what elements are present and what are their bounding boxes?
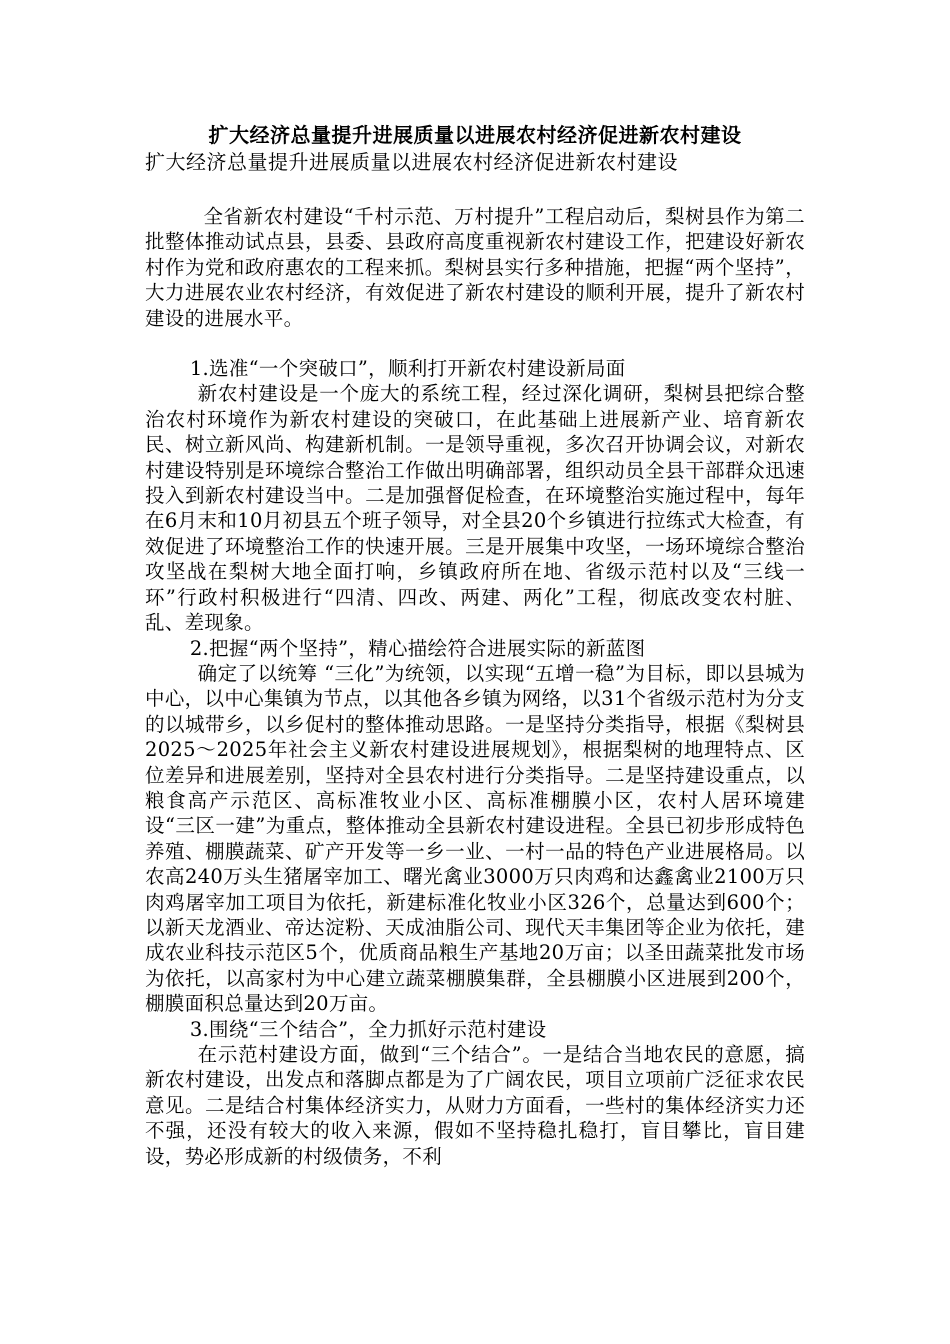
section-3-heading: 3.围绕“三个结合”，全力抓好示范村建设 bbox=[189, 1017, 547, 1041]
section-1-body: 新农村建设是一个庞大的系统工程，经过深化调研，梨树县把综合整治农村环境作为新农村建设的突破口，在此基础上进展新产业、培育新农民、树立新风尚、构建新机制。一是领导重视，多次召开协调会议，对新农村建设特别是环境综合整治工作做出明确部署，组织动员全县干部群众迅速投入到新农村建设当中。二是加强督促检查，在环境整治实施过程中，每年在6月末和10月初县五个班子领导，对全县20个乡镇进行拉练式大检查，有效促进了环境整治工作的快速开展。三是开展集中攻坚，一场环境综合整治攻坚战在梨树大地全面打响，乡镇政府所在地、省级示范村以及“三线一环”行政村积极进行“四清、四改、两建、两化”工程，彻底改变农村脏、乱、差现象。 bbox=[145, 382, 805, 635]
section-1-heading: 1.选准“一个突破口”，顺利打开新农村建设新局面 bbox=[189, 357, 626, 381]
document-title: 扩大经济总量提升进展质量以进展农村经济促进新农村建设 bbox=[208, 123, 742, 147]
section-2-heading: 2.把握“两个坚持”，精心描绘符合进展实际的新蓝图 bbox=[189, 636, 646, 660]
section-3-body: 在示范村建设方面，做到“三个结合”。一是结合当地农民的意愿，搞新农村建设，出发点和落脚点都是为了广阔农民，项目立项前广泛征求农民意见。二是结合村集体经济实力，从财力方面看，一些村的集体经济实力还不强，还没有较大的收入来源，假如不坚持稳扎稳打，盲目攀比，盲目建设，势必形成新的村级债务，不利 bbox=[145, 1043, 805, 1168]
section-2-body: 确定了以统筹 “三化”为统领，以实现“五增一稳”为目标，即以县城为中心，以中心集镇为节点，以其他各乡镇为网络，以31个省级示范村为分支的以城带乡，以乡促村的整体推动思路。一是坚持分类指导，根据《梨树县2025～2025年社会主义新农村建设进展规划》，根据梨树的地理特点、区位差异和进展差别，坚持对全县农村进行分类指导。二是坚持建设重点，以粮食高产示范区、高标准牧业小区、高标准棚膜小区，农村人居环境建设“三区一建”为重点，整体推动全县新农村建设进程。全县已初步形成特色养殖、棚膜蔬菜、矿产开发等一乡一业、一村一品的特色产业进展格局。以农高240万头生猪屠宰加工、曙光禽业3000万只肉鸡和达鑫禽业2100万只肉鸡屠宰加工项目为依托，新建标准化牧业小区326个，总量达到600个；以新天龙酒业、帝达淀粉、天成油脂公司、现代天丰集团等企业为依托，建成农业科技示范区5个，优质商品粮生产基地20万亩；以圣田蔬菜批发市场为依托，以高家村为中心建立蔬菜棚膜集群，全县棚膜小区进展到200个，棚膜面积总量达到20万亩。 bbox=[145, 661, 805, 1016]
document-page bbox=[145, 122, 805, 1169]
intro-paragraph: 全省新农村建设“千村示范、万村提升”工程启动后，梨树县作为第二批整体推动试点县，县委、县政府高度重视新农村建设工作，把建设好新农村作为党和政府惠农的工程来抓。梨树县实行多种措施，把握“两个坚持”，大力进展农业农村经济，有效促进了新农村建设的顺利开展，提升了新农村建设的进展水平。 bbox=[145, 205, 805, 330]
document-subtitle: 扩大经济总量提升进展质量以进展农村经济促进新农村建设 bbox=[145, 150, 678, 174]
